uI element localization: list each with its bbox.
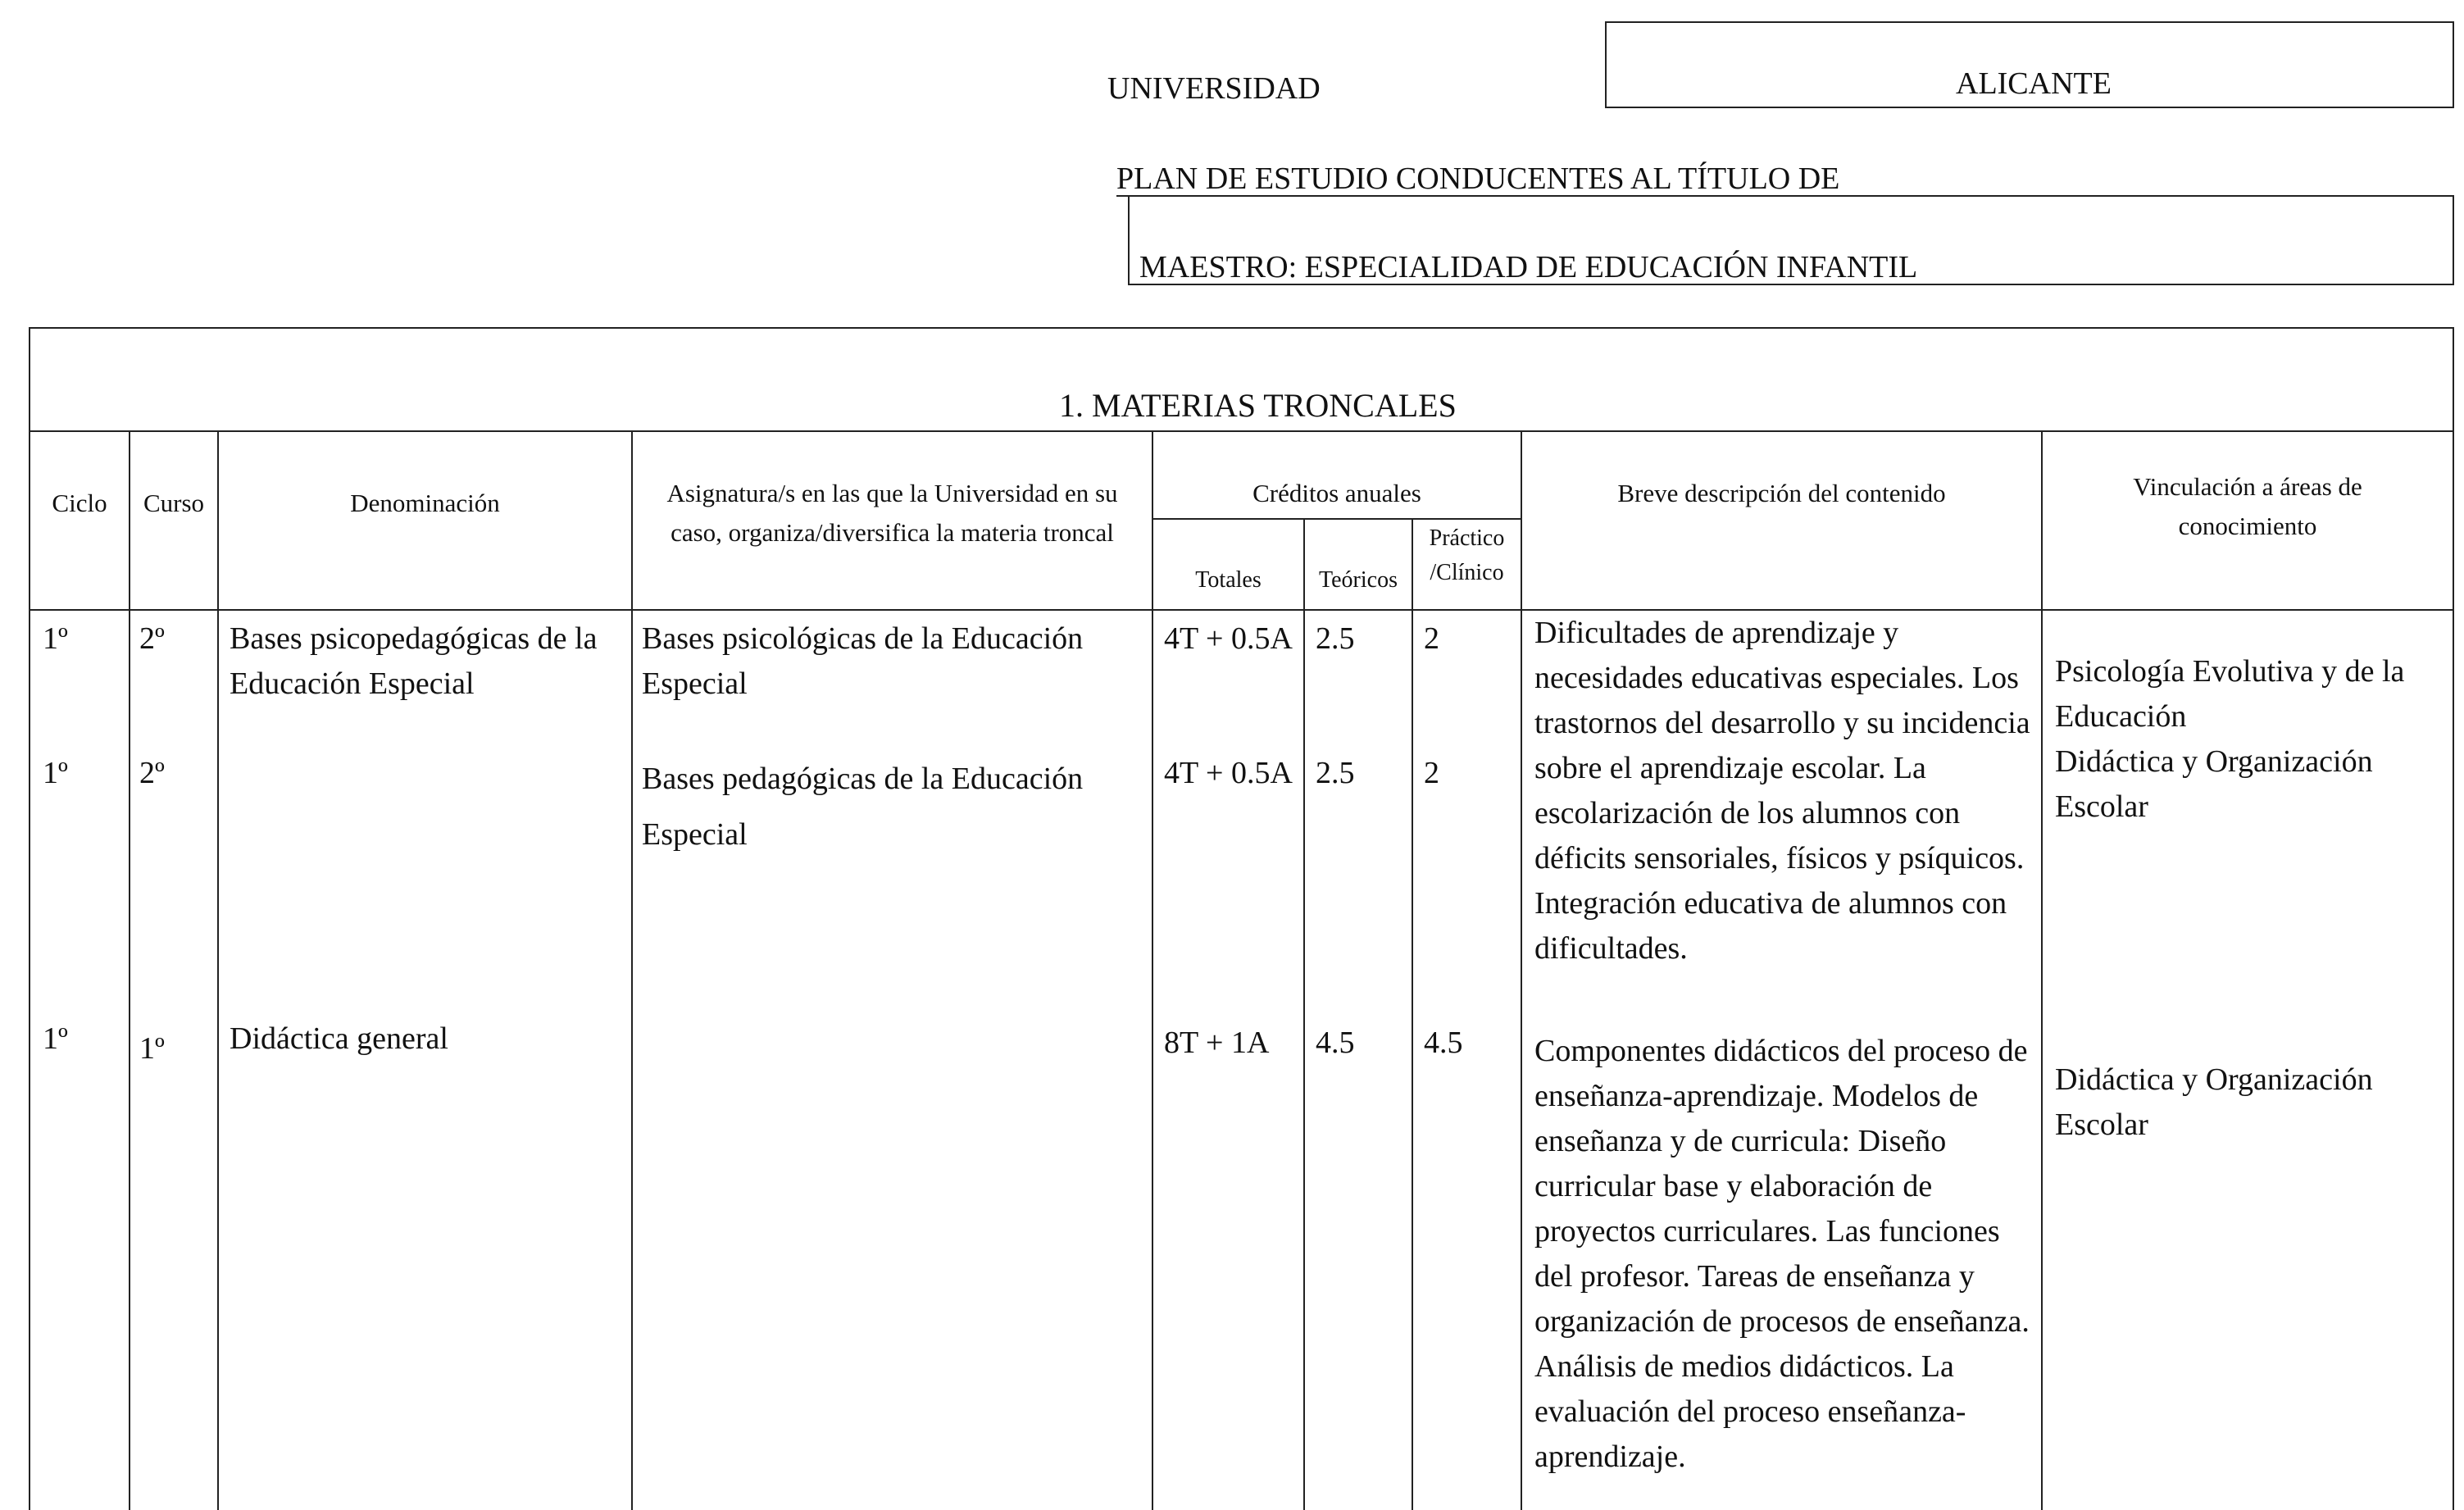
col-divider-teoricos: [1412, 518, 1413, 1510]
row2-totales: 4T + 0.5A: [1164, 756, 1293, 790]
row3-teoricos: 4.5: [1316, 1026, 1355, 1060]
col-header-asignaturas-line1: Asignatura/s en las que la Universidad en su: [666, 479, 1118, 507]
description-didactica-general: [1534, 1029, 2036, 1480]
vinculacion-line: Didáctica y Organización: [2055, 744, 2373, 779]
description-line: enseñanza-aprendizaje. Modelos de: [1534, 1079, 1979, 1113]
col-header-vinculacion-line1: Vinculación a áreas de: [2133, 472, 2362, 501]
row1-asignatura-line1: Bases psicológicas de la Educación: [642, 621, 1084, 656]
col-header-ciclo: Ciclo: [52, 489, 107, 517]
row2-ciclo: 1º: [43, 756, 68, 790]
vinculacion-line: Escolar: [2055, 1107, 2148, 1142]
section-title: 1. MATERIAS TRONCALES: [1059, 387, 1457, 424]
row3-ciclo: 1º: [43, 1021, 68, 1056]
description-line: trastornos del desarrollo y su incidencia: [1534, 706, 2030, 740]
description-line: organización de procesos de enseñanza.: [1534, 1304, 2030, 1339]
row2-asignatura-line1: Bases pedagógicas de la Educación: [642, 762, 1084, 796]
university-value: ALICANTE: [1956, 66, 2112, 101]
row2-asignatura: [642, 751, 1146, 862]
plan-label: PLAN DE ESTUDIO CONDUCENTES AL TÍTULO DE: [1116, 161, 1840, 196]
header-bottom-rule: [29, 609, 2454, 611]
vinculacion-bases-psicopedagogicas: [2055, 649, 2448, 830]
description-line: Integración educativa de alumnos con: [1534, 886, 2007, 921]
vinculacion-didactica-general: [2055, 1057, 2448, 1148]
description-line: déficits sensoriales, físicos y psíquicos.: [1534, 841, 2025, 876]
description-line: escolarización de los alumnos con: [1534, 796, 1961, 830]
col-divider-curso: [217, 430, 219, 1510]
vinculacion-line: Didáctica y Organización: [2055, 1062, 2373, 1097]
col-header-teoricos: Teóricos: [1318, 567, 1398, 593]
col-header-asignaturas: [633, 474, 1152, 553]
col-divider-denominacion: [631, 430, 633, 1510]
row2-asignatura-line2: Especial: [642, 817, 748, 852]
col-divider-ciclo: [129, 430, 130, 1510]
description-line: dificultades.: [1534, 931, 1688, 966]
description-line: enseñanza y de curricula: Diseño: [1534, 1124, 1947, 1158]
creditos-subheader-rule: [1152, 518, 1521, 520]
row1-practicos: 2: [1424, 621, 1439, 656]
row1-ciclo: 1º: [43, 621, 68, 656]
col-header-creditos: Créditos anuales: [1252, 479, 1421, 507]
col-header-practico-line2: /Clínico: [1430, 560, 1504, 585]
university-label: UNIVERSIDAD: [1107, 71, 1321, 106]
col-header-descripcion: Breve descripción del contenido: [1617, 479, 1946, 507]
vinculacion-line: Escolar: [2055, 789, 2148, 824]
description-line: del profesor. Tareas de enseñanza y: [1534, 1259, 1975, 1294]
description-line: aprendizaje.: [1534, 1440, 1686, 1474]
description-line: sobre el aprendizaje escolar. La: [1534, 751, 1926, 785]
col-divider-totales: [1303, 518, 1305, 1510]
row1-denominacion: [230, 616, 627, 707]
col-divider-creditos: [1521, 430, 1522, 1510]
row1-totales: 4T + 0.5A: [1164, 621, 1293, 656]
row3-curso: 1º: [139, 1031, 165, 1066]
row2-curso: 2º: [139, 756, 165, 790]
row1-denominacion-line1: Bases psicopedagógicas de la: [230, 621, 598, 656]
col-header-vinculacion-line2: conocimiento: [2178, 512, 2317, 541]
col-header-totales: Totales: [1195, 567, 1262, 593]
description-line: proyectos curriculares. Las funciones: [1534, 1214, 2000, 1248]
header-top-rule: [29, 430, 2454, 432]
description-line: Dificultades de aprendizaje y: [1534, 616, 1899, 650]
col-header-practico-line1: Práctico: [1429, 525, 1505, 551]
vinculacion-line: Educación: [2055, 699, 2187, 734]
description-line: evaluación del proceso enseñanza-: [1534, 1394, 1966, 1429]
row1-curso: 2º: [139, 621, 165, 656]
row2-practicos: 2: [1424, 756, 1439, 790]
row1-asignatura: [642, 616, 1146, 707]
vinculacion-line: Psicología Evolutiva y de la: [2055, 654, 2405, 689]
col-header-practico: [1413, 521, 1521, 590]
row3-totales: 8T + 1A: [1164, 1026, 1270, 1060]
row3-practicos: 4.5: [1424, 1026, 1463, 1060]
col-header-curso: Curso: [143, 489, 205, 517]
description-line: necesidades educativas especiales. Los: [1534, 661, 2019, 695]
row1-asignatura-line2: Especial: [642, 666, 748, 701]
description-line: Análisis de medios didácticos. La: [1534, 1349, 1954, 1384]
col-header-vinculacion: [2043, 467, 2453, 546]
row2-teoricos: 2.5: [1316, 756, 1355, 790]
col-header-asignaturas-line2: caso, organiza/diversifica la materia troncal: [671, 518, 1114, 548]
description-line: Componentes didácticos del proceso de: [1534, 1034, 2028, 1068]
col-divider-descripcion: [2041, 430, 2043, 1510]
degree-title: MAESTRO: ESPECIALIDAD DE EDUCACIÓN INFANTIL: [1139, 250, 1918, 284]
row3-denominacion: Didáctica general: [230, 1021, 448, 1056]
row1-denominacion-line2: Educación Especial: [230, 666, 475, 701]
description-line: curricular base y elaboración de: [1534, 1169, 1933, 1203]
row1-teoricos: 2.5: [1316, 621, 1355, 656]
description-bases-psicopedagogicas: [1534, 611, 2036, 971]
col-header-denominacion: Denominación: [350, 489, 500, 517]
